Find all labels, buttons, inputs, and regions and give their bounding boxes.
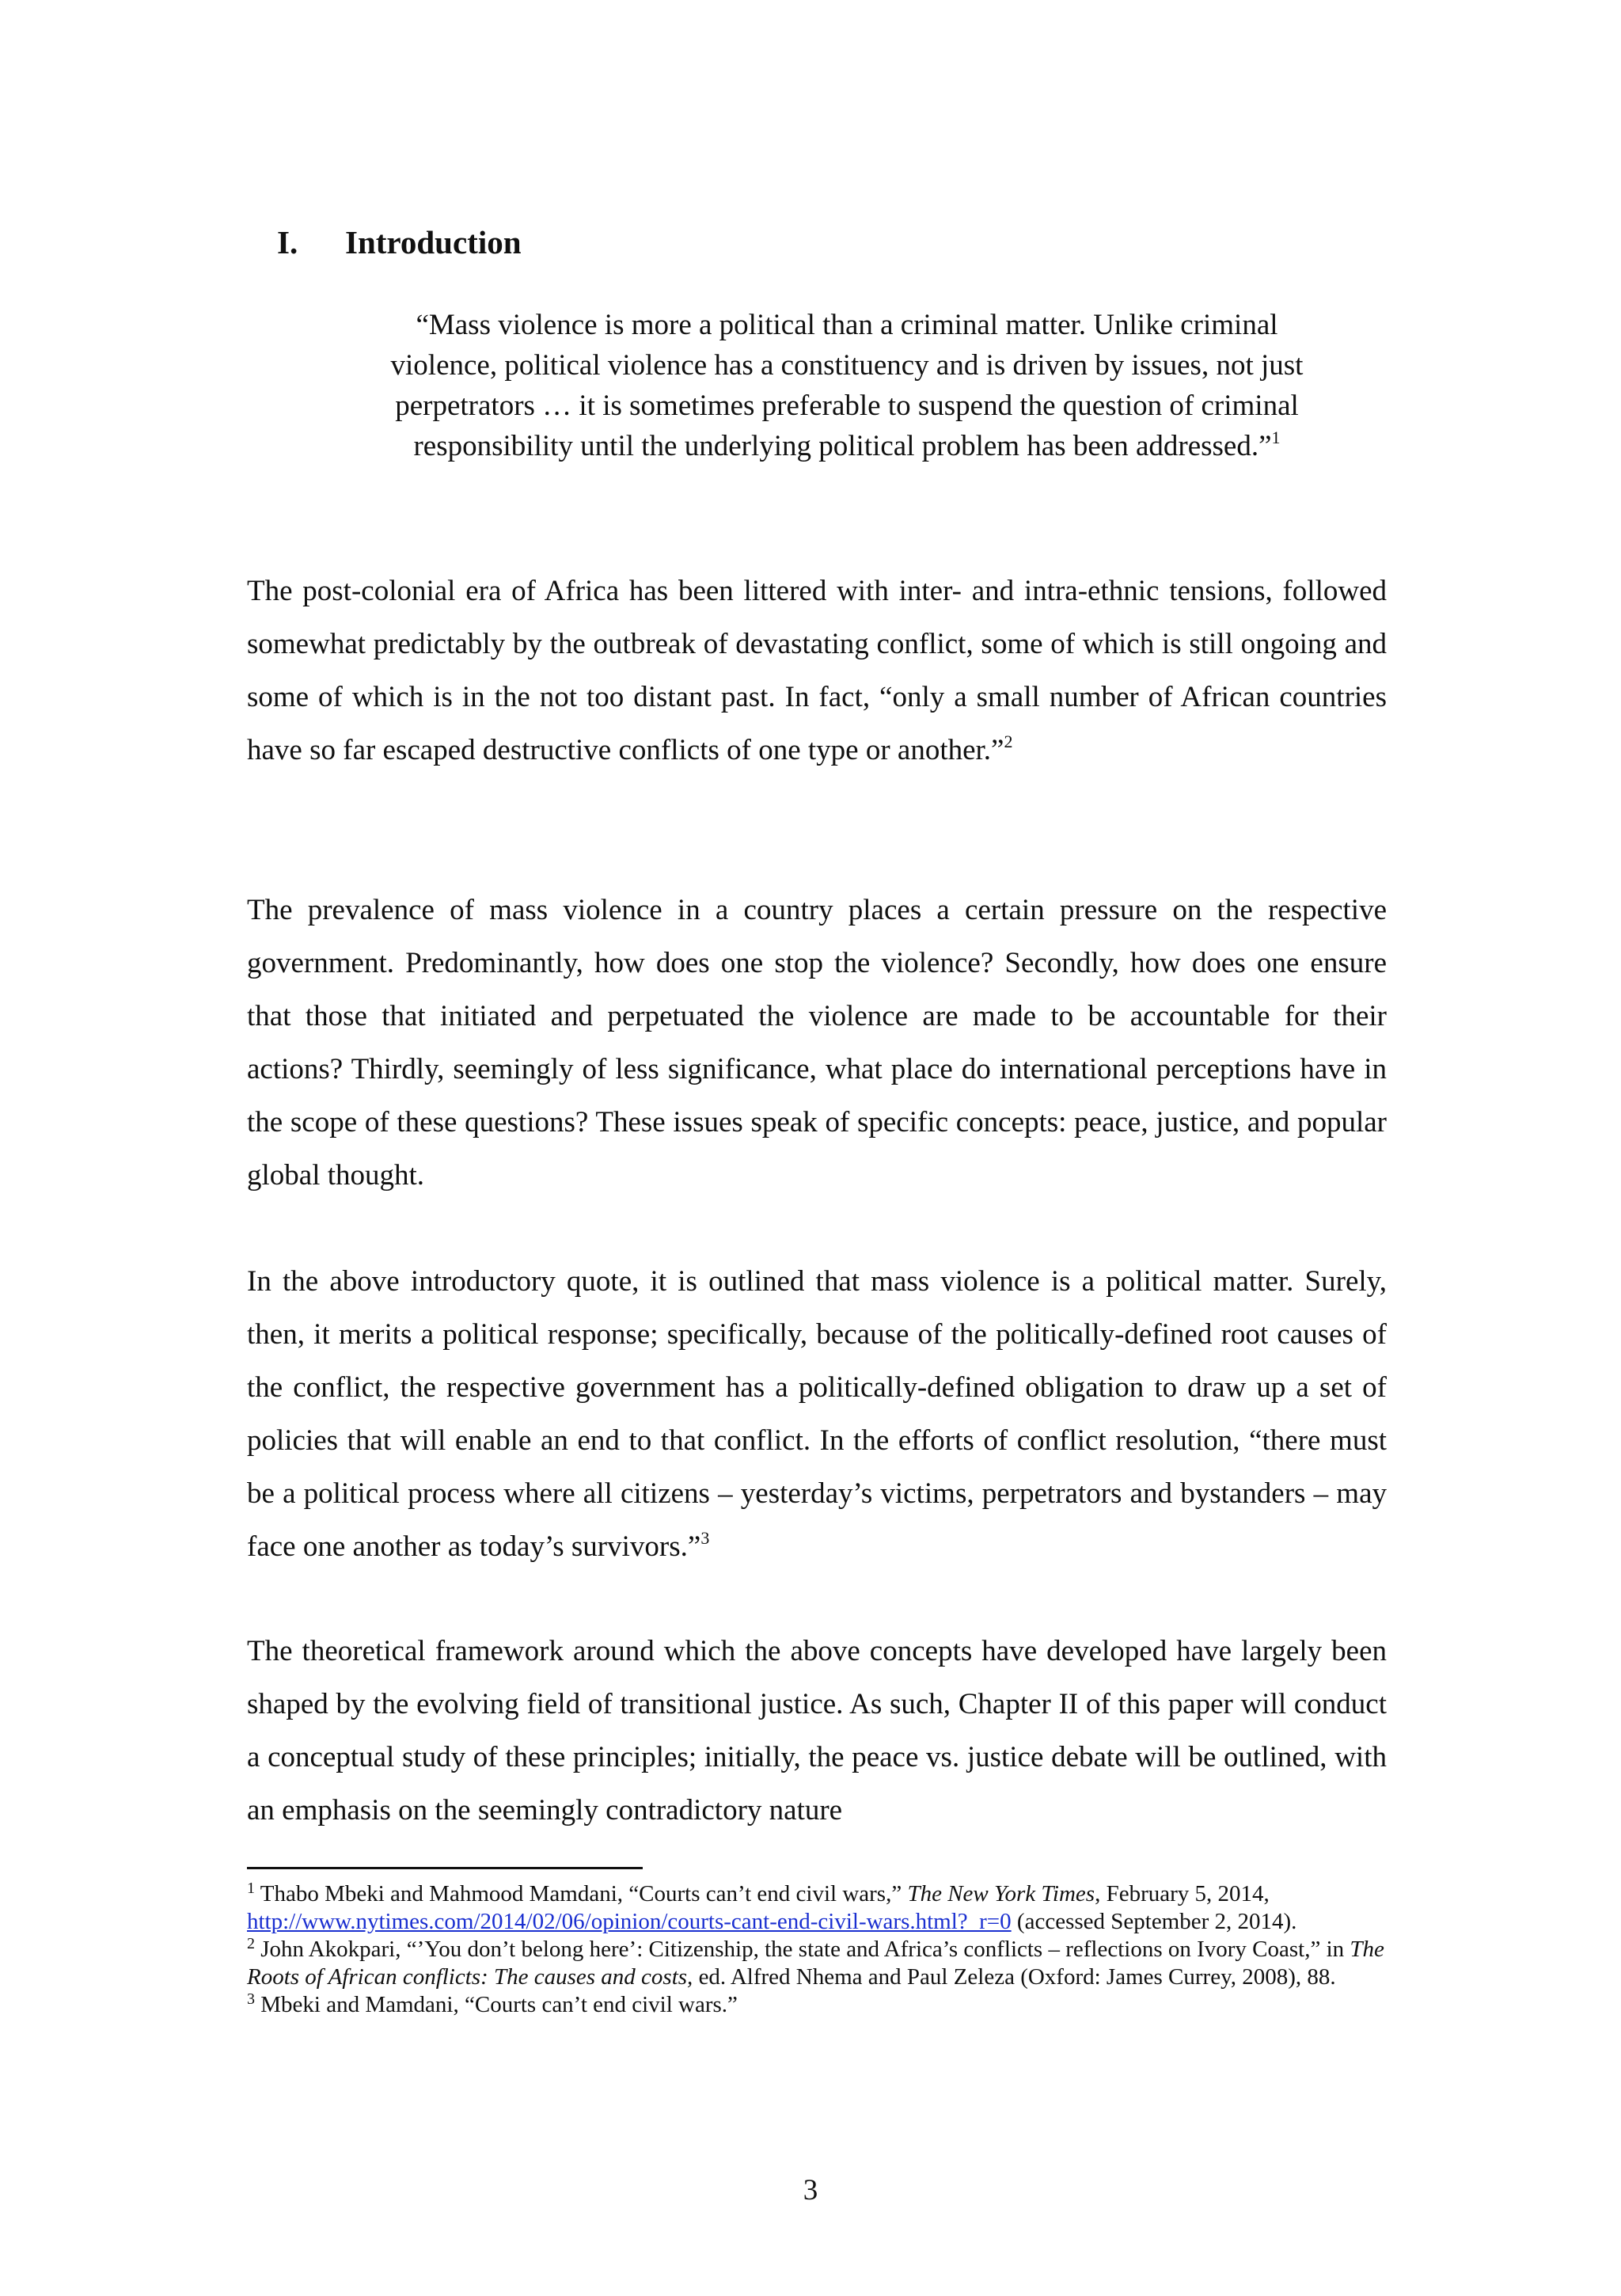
- paragraph-text: The theoretical framework around which the above concepts have developed have largely been shaped by the evolving field of transitional justice. As such, Chapter II of this paper will conduct a conceptual study of these principles; initially, the peace vs. justice debate will be outlined, with an emphasis on the seemingly contradictory nature: [247, 1635, 1387, 1827]
- footnote-text: ed. Alfred Nhema and Paul Zeleza (Oxford: James Currey, 2008), 88.: [693, 1964, 1336, 1990]
- footnote-number: 1: [247, 1880, 255, 1897]
- footnote-text: Thabo Mbeki and Mahmood Mamdani, “Courts can’t end civil wars,”: [260, 1881, 908, 1906]
- paragraph: [247, 564, 1387, 777]
- section-number: I.: [277, 224, 298, 261]
- paragraph: [247, 884, 1387, 1202]
- footnote-number: 2: [247, 1935, 255, 1952]
- section-heading: [277, 223, 522, 261]
- book-title: The Roots of African conflicts: The causes and costs,: [247, 1937, 1384, 1990]
- paragraph: [247, 1255, 1387, 1573]
- section-title: Introduction: [345, 224, 522, 261]
- footnote-ref[interactable]: 3: [700, 1528, 710, 1548]
- quote-text: “Mass violence is more a political than a criminal matter. Unlike criminal violence, political violence has a constituency and is driven by issues, not just perpetrators … it is sometimes preferable to suspend the question of criminal responsibility until the underlying political problem has been addressed.”: [390, 309, 1304, 462]
- epigraph-quote: [372, 305, 1322, 466]
- footnote-text: John Akokpari, “’You don’t belong here’: Citizenship, the state and Africa’s conflicts – reflections on Ivory Coast,” in: [260, 1937, 1350, 1962]
- footnote-text: (accessed September 2, 2014).: [1011, 1909, 1297, 1934]
- footnote-1: [247, 1880, 1387, 1936]
- publication-title: The New York Times: [907, 1881, 1095, 1906]
- footnote-3: [247, 1991, 1387, 2019]
- footnote-ref[interactable]: 2: [1004, 732, 1013, 751]
- footnote-2: [247, 1936, 1387, 1991]
- footnote-number: 3: [247, 1990, 255, 2008]
- paragraph: [247, 1625, 1387, 1837]
- paragraph-text: The prevalence of mass violence in a country places a certain pressure on the respective government. Predominantly, how does one stop the violence? Secondly, how does one ensure that those that initiated and perpetuated the violence are made to be accountable for their actions? Thirdly, seemingly of less significance, what place do international perceptions have in the scope of these questions? These issues speak of specific concepts: peace, justice, and popular global thought.: [247, 894, 1387, 1192]
- footnote-text: , February 5, 2014,: [1095, 1881, 1270, 1906]
- page-number: 3: [803, 2174, 818, 2207]
- paragraph-text: The post-colonial era of Africa has been littered with inter- and intra-ethnic tensions, followed somewhat predictably by the outbreak of devastating conflict, some of which is still ongoing and some of which is in the not too distant past. In fact, “only a small number of African countries have so far escaped destructive conflicts of one type or another.”: [247, 575, 1387, 766]
- paragraph-text: In the above introductory quote, it is outlined that mass violence is a political matter. Surely, then, it merits a political response; specifically, because of the politically-defined root causes of the conflict, the respective government has a politically-defined obligation to draw up a set of policies that will enable an end to that conflict. In the efforts of conflict resolution, “there must be a political process where all citizens – yesterday’s victims, perpetrators and bystanders – may face one another as today’s survivors.”: [247, 1265, 1387, 1563]
- source-link[interactable]: http://www.nytimes.com/2014/02/06/opinion/courts-cant-end-civil-wars.html?_r=0: [247, 1909, 1012, 1934]
- footnote-text: Mbeki and Mamdani, “Courts can’t end civil wars.”: [260, 1992, 738, 2017]
- footnote-separator: [247, 1867, 643, 1869]
- footnotes: [247, 1880, 1387, 2019]
- footnote-ref[interactable]: 1: [1271, 428, 1281, 447]
